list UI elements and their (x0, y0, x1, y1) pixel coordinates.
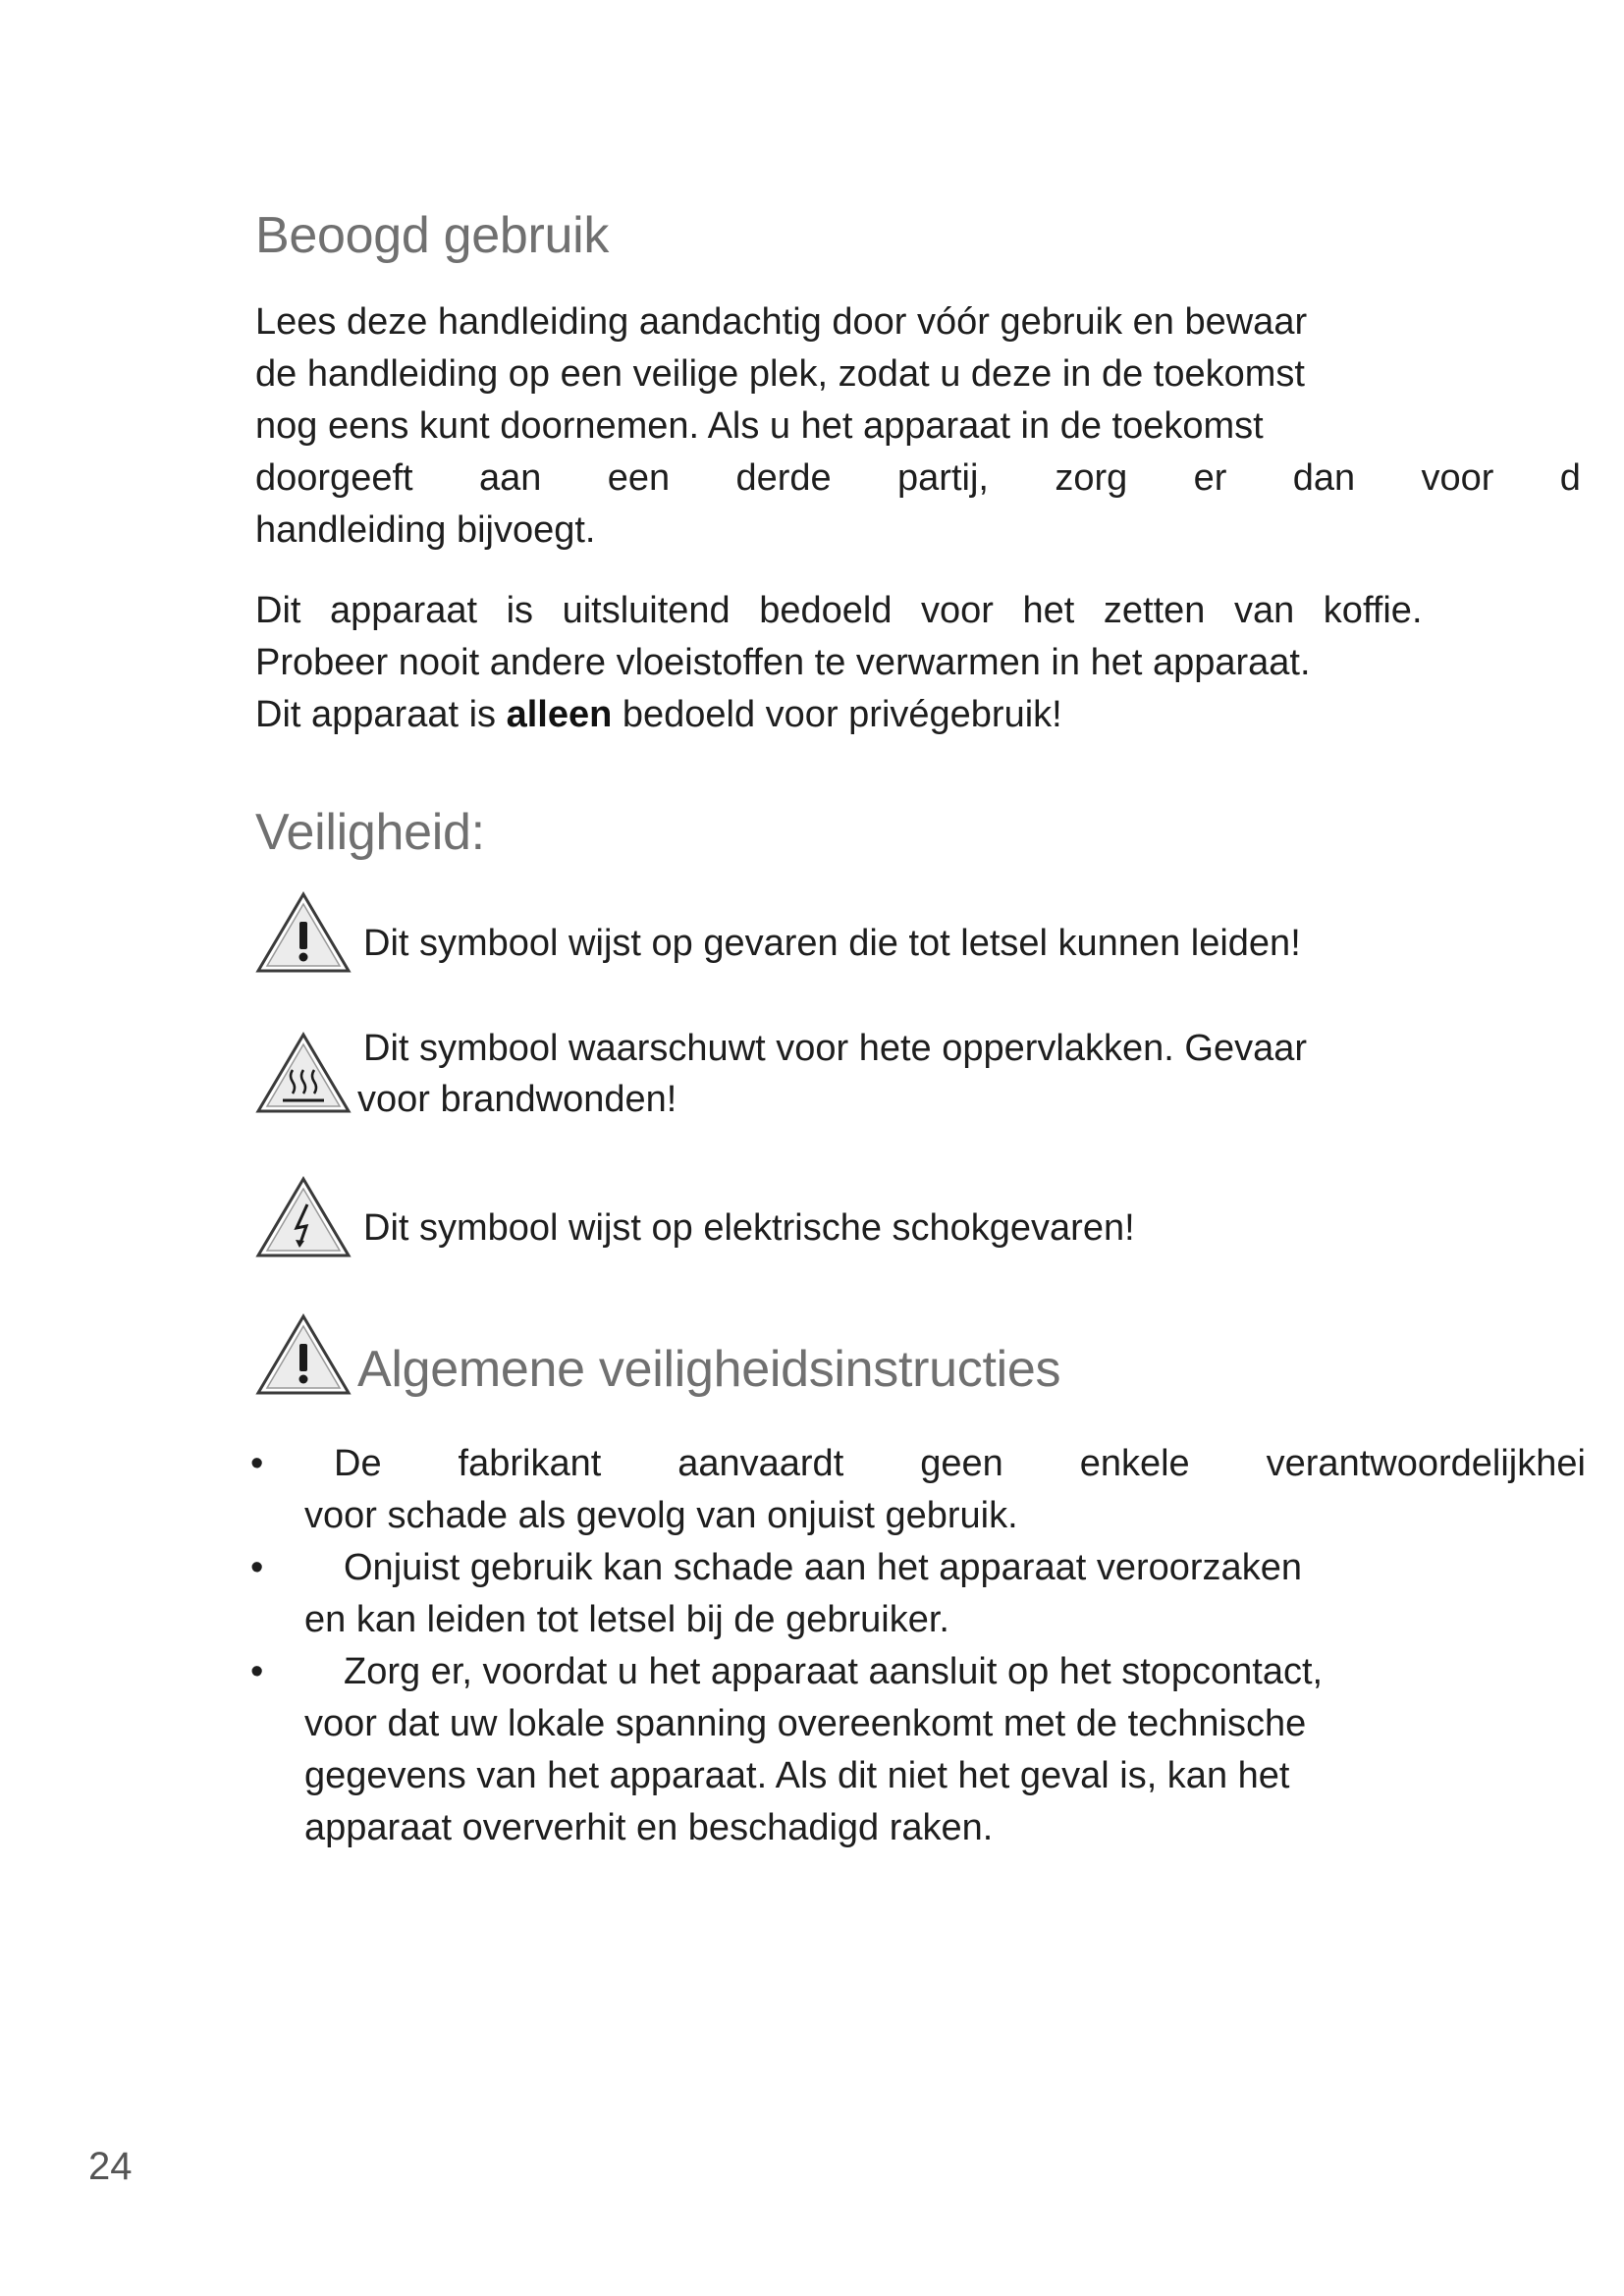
text-line: Dit apparaat is uitsluitend bedoeld voor het zetten van koffie. (255, 590, 1423, 631)
electric-shock-icon (255, 1175, 352, 1259)
word: voor (1421, 457, 1494, 499)
text-line: Lees deze handleiding aandachtig door vóór gebruik en bewaar (255, 301, 1308, 343)
safety-symbol-row-hot-surface (255, 1021, 1591, 1139)
list-item (250, 1542, 1586, 1646)
warning-exclamation-icon (255, 1312, 352, 1397)
word: verantwoordelijkhei (1266, 1443, 1586, 1484)
general-safety-header (255, 1310, 1591, 1409)
section-title-intended-use: Beoogd gebruik (255, 207, 610, 264)
warning-exclamation-icon (255, 890, 352, 975)
word: aanvaardt (677, 1443, 844, 1484)
bullet-marker: • (250, 1547, 264, 1588)
text-line: Probeer nooit andere vloeistoffen te verwarmen in het apparaat. (255, 642, 1311, 683)
text-line: Onjuist gebruik kan schade aan het apparaat veroorzaken (344, 1547, 1302, 1588)
text-line: de handleiding op een veilige plek, zodat u deze in de toekomst (255, 353, 1305, 395)
bullet-marker: • (250, 1443, 264, 1484)
word: enkele (1079, 1443, 1190, 1484)
word: er (1193, 457, 1227, 499)
text-line: gegevens van het apparaat. Als dit niet het geval is, kan het (304, 1755, 1290, 1796)
symbol-description-line-1: Dit symbool waarschuwt voor hete oppervlakken. Gevaar (363, 1028, 1308, 1069)
word: aan (478, 457, 542, 499)
word: een (607, 457, 671, 499)
intended-use-paragraph-2 (255, 585, 1581, 741)
section-title-general-safety: Algemene veiligheidsinstructies (357, 1341, 1061, 1398)
word: derde (735, 457, 832, 499)
safety-symbol-row-electric (255, 1173, 1591, 1261)
list-item (250, 1646, 1586, 1854)
text-line: handleiding bijvoegt. (255, 509, 596, 551)
text-line: en kan leiden tot letsel bij de gebruiker. (304, 1599, 949, 1640)
general-safety-bullet-list (250, 1438, 1586, 1854)
safety-symbol-row-warning (255, 888, 1591, 977)
word: geen (920, 1443, 1003, 1484)
section-title-safety: Veiligheid: (255, 804, 485, 861)
symbol-description: Dit symbool wijst op gevaren die tot letsel kunnen leiden! (363, 923, 1301, 964)
page-number: 24 (88, 2145, 133, 2188)
word: doorgeeft (255, 457, 413, 499)
text-line: voor schade als gevolg van onjuist gebruik. (304, 1495, 1018, 1536)
word: De (334, 1443, 382, 1484)
word: d (1559, 457, 1581, 499)
text-segment: Dit apparaat is (255, 694, 507, 735)
word: zorg (1055, 457, 1128, 499)
text-line: apparaat oververhit en beschadigd raken. (304, 1807, 994, 1848)
word: partij, (897, 457, 989, 499)
text-segment: bedoeld voor privégebruik! (612, 694, 1062, 735)
text-line: nog eens kunt doornemen. Als u het apparaat in de toekomst (255, 405, 1264, 447)
hot-surface-icon (255, 1031, 352, 1115)
symbol-description: Dit symbool wijst op elektrische schokgevaren! (363, 1207, 1135, 1249)
list-item (250, 1438, 1586, 1542)
word: dan (1292, 457, 1356, 499)
text-line: voor dat uw lokale spanning overeenkomt met de technische (304, 1703, 1307, 1744)
word: fabrikant (458, 1443, 602, 1484)
bullet-marker: • (250, 1651, 264, 1692)
emphasis-text: alleen (506, 694, 613, 735)
text-line (255, 689, 1581, 741)
intended-use-paragraph-1 (255, 296, 1581, 557)
justified-text-line (304, 1438, 1586, 1490)
justified-text-line (255, 453, 1581, 505)
text-line: Zorg er, voordat u het apparaat aansluit op het stopcontact, (344, 1651, 1324, 1692)
symbol-description-line-2: voor brandwonden! (357, 1079, 677, 1120)
